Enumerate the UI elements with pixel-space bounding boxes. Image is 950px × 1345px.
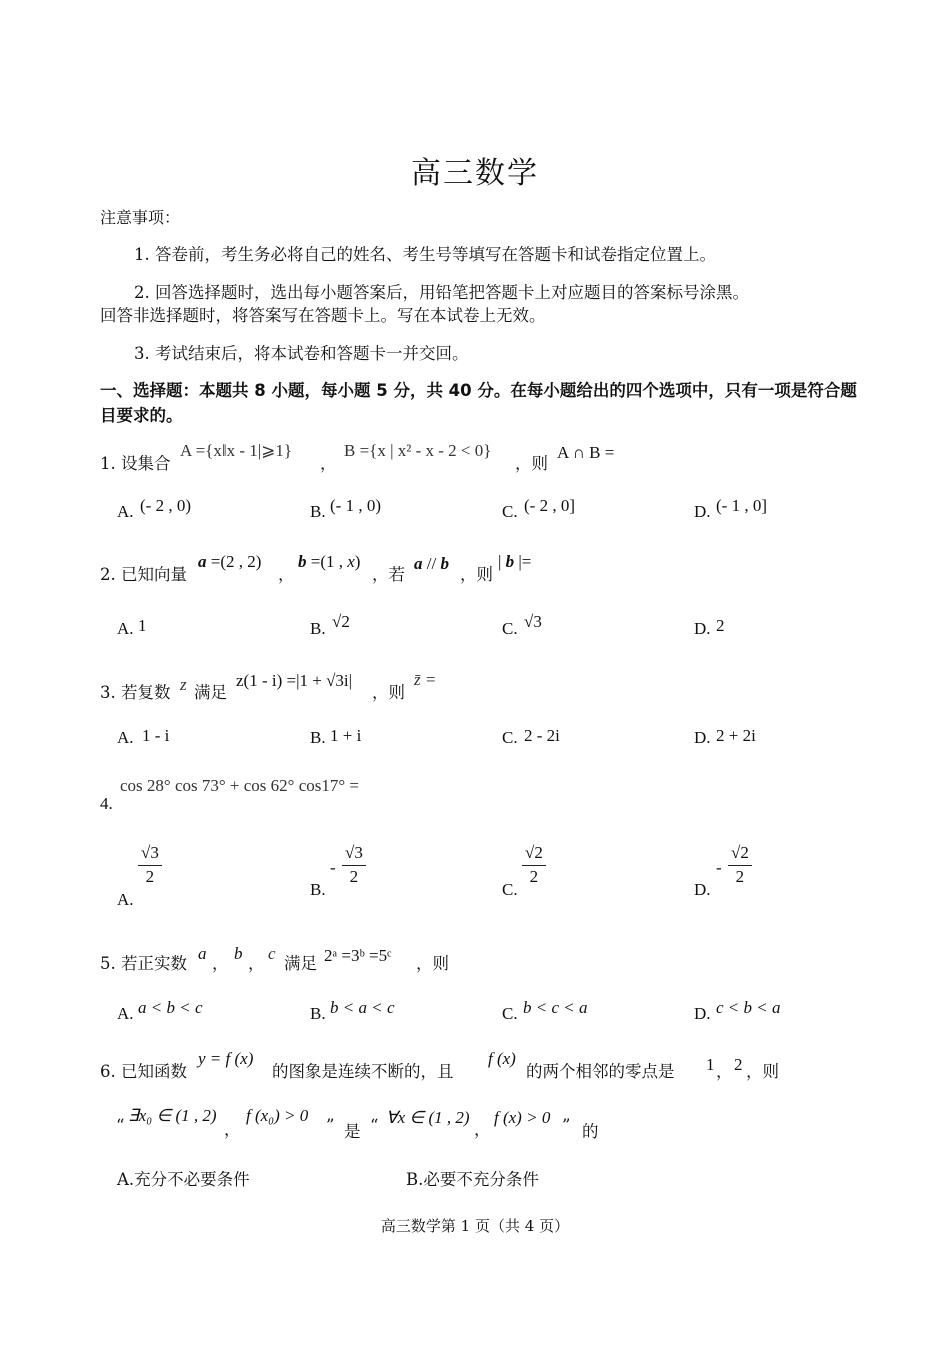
q3-option-c-label: C. [502, 728, 518, 747]
q1-set-a: A ={x‖x - 1|⩾1} [180, 441, 293, 460]
q3-option-a-label: A. [117, 728, 134, 747]
q6-zero-1: 1 [706, 1055, 715, 1074]
notice-item-2: 2. 回答选择题时，选出每小题答案后，用铅笔把答题卡上对应题目的答案标号涂黑。 [134, 283, 749, 302]
q2-option-a: 1 [138, 616, 147, 635]
q4-number: 4. [100, 794, 113, 813]
q5-option-c-label: C. [502, 1004, 518, 1023]
q5-option-b-label: B. [310, 1004, 326, 1023]
q3-z: z [180, 675, 187, 694]
q6-quote-close-1: ” [326, 1116, 335, 1135]
q5-option-c: b < c < a [523, 998, 588, 1017]
q6-mid: 的图象是连续不断的，且 [272, 1062, 454, 1081]
q2-option-d: 2 [716, 616, 725, 635]
q4-option-c-denominator: 2 [529, 867, 539, 886]
q6-comma-1: ， [224, 1120, 241, 1139]
q4-option-b-label: B. [310, 880, 326, 899]
q4-expr: cos 28° cos 73° + cos 62° cos17° = [120, 776, 360, 795]
q6-quote-close-2: ” [562, 1116, 571, 1135]
q5-then: ，则 [416, 954, 449, 973]
q4-option-d-label: D. [694, 880, 711, 899]
q2-sep: ， [278, 565, 295, 584]
q6-function: y = f (x) [198, 1049, 254, 1068]
q5-eq: 2ᵃ =3ᵇ =5ᶜ [324, 946, 392, 965]
q5-option-d: c < b < a [716, 998, 781, 1017]
q5-c: c [268, 944, 276, 963]
q4-option-a-numerator: √3 [138, 843, 162, 866]
q4-option-a-label: A. [117, 890, 134, 909]
q1-sep: ， [320, 454, 337, 473]
q6-proposition-2b: f (x) > 0 [494, 1108, 551, 1127]
q2-expr: | b |= [498, 552, 532, 571]
page-footer: 高三数学第 1 页（共 4 页） [380, 1217, 570, 1235]
q2-option-c-label: C. [502, 619, 518, 638]
q4-option-c-label: C. [502, 880, 518, 899]
page-title: 高三数学 [411, 156, 539, 191]
q4-option-d-denominator: 2 [735, 867, 745, 886]
q6-quote-open-1: “ [116, 1116, 125, 1135]
q2-prefix: 2. 已知向量 [100, 565, 187, 584]
q2-option-a-label: A. [117, 619, 134, 638]
q1-option-a-label: A. [117, 502, 134, 521]
q5-option-a: a < b < c [138, 998, 203, 1017]
q4-option-a-fraction [138, 843, 162, 887]
q3-option-d: 2 + 2i [716, 726, 756, 745]
q4-option-b-denominator: 2 [349, 867, 359, 886]
q6-comma-2: ， [474, 1120, 491, 1139]
notice-item-2-cont: 回答非选择题时，将答案写在答题卡上。写在本试卷上无效。 [100, 306, 546, 325]
q3-expr: z̄ = [414, 670, 437, 689]
q1-option-c: (- 2 , 0] [524, 496, 575, 515]
q2-option-b-label: B. [310, 619, 326, 638]
q6-quote-open-2: “ [370, 1116, 379, 1135]
q1-option-b: (- 1 , 0) [330, 496, 381, 515]
q1-option-d-label: D. [694, 502, 711, 521]
q3-then: ，则 [372, 683, 405, 702]
q6-of: 的 [582, 1122, 599, 1141]
q2-cond: a // b [414, 554, 449, 573]
q6-mid2: 的两个相邻的零点是 [526, 1062, 675, 1081]
q6-fx: f (x) [488, 1049, 516, 1068]
q2-option-c: √3 [524, 612, 542, 631]
section-heading: 一、选择题：本题共 8 小题，每小题 5 分，共 40 分。在每小题给出的四个选项中，只有一项是符合题目要求的。 [100, 381, 857, 425]
notice-item-3: 3. 考试结束后，将本试卷和答题卡一并交回。 [134, 344, 469, 363]
q4-option-b-fraction [342, 843, 366, 887]
q1-option-a: (- 2 , 0) [140, 496, 191, 515]
q3-option-c: 2 - 2i [524, 726, 560, 745]
q4-option-c-numerator: √2 [522, 843, 546, 866]
q5-a: a [198, 944, 207, 963]
q4-option-b-numerator: √3 [342, 843, 366, 866]
q1-option-b-label: B. [310, 502, 326, 521]
q6-zero-2: 2 [734, 1055, 743, 1074]
q5-mid: 满足 [284, 954, 317, 973]
notice-item-1: 1. 答卷前，考生务必将自己的姓名、考生号等填写在答题卡和试卷指定位置上。 [134, 245, 716, 264]
q1-prefix: 1. 设集合 [100, 454, 171, 473]
q4-option-d-sign: - [716, 858, 722, 877]
q1-set-b: B ={x | x² - x - 2 < 0} [344, 441, 492, 460]
q2-if: ，若 [372, 565, 405, 584]
q5-option-d-label: D. [694, 1004, 711, 1023]
q5-comma-2: ， [248, 954, 265, 973]
q6-option-b: B.必要不充分条件 [406, 1170, 539, 1189]
q6-proposition-1b: f (x₀) > 0 [246, 1106, 309, 1125]
q3-option-b: 1 + i [330, 726, 362, 745]
q6-proposition-1a: ∃x₀ ∈ (1 , 2) [128, 1106, 217, 1125]
q2-option-d-label: D. [694, 619, 711, 638]
q3-mid: 满足 [194, 683, 227, 702]
q3-option-d-label: D. [694, 728, 711, 747]
q6-proposition-2a: ∀x ∈ (1 , 2) [386, 1108, 470, 1127]
q3-prefix: 3. 若复数 [100, 683, 171, 702]
q4-option-d-fraction [728, 843, 752, 887]
q6-option-a: A.充分不必要条件 [117, 1170, 250, 1189]
q4-option-b-sign: - [330, 858, 336, 877]
q6-then: ，则 [746, 1062, 779, 1081]
q2-vector-a: a =(2 , 2) [198, 552, 262, 571]
q5-comma-1: ， [212, 954, 229, 973]
q4-option-c-fraction [522, 843, 546, 887]
notice-heading: 注意事项： [100, 208, 181, 227]
q2-option-b: √2 [332, 612, 350, 631]
q1-expr: A ∩ B = [557, 443, 615, 462]
q1-option-c-label: C. [502, 502, 518, 521]
q4-option-a-denominator: 2 [145, 867, 155, 886]
q2-vector-b: b =(1 , x) [298, 552, 361, 571]
q2-then: ，则 [460, 565, 493, 584]
q6-prefix: 6. 已知函数 [100, 1062, 187, 1081]
q3-option-a: 1 - i [142, 726, 170, 745]
q5-option-a-label: A. [117, 1004, 134, 1023]
q3-eq: z(1 - i) =|1 + √3i| [236, 671, 353, 690]
q1-option-d: (- 1 , 0] [716, 496, 767, 515]
q6-comma: ， [716, 1062, 733, 1081]
q6-is: 是 [344, 1122, 361, 1141]
q4-option-d-numerator: √2 [728, 843, 752, 866]
q1-then: ，则 [515, 454, 548, 473]
q5-option-b: b < a < c [330, 998, 395, 1017]
q3-option-b-label: B. [310, 728, 326, 747]
q5-prefix: 5. 若正实数 [100, 954, 187, 973]
q5-b: b [234, 944, 243, 963]
